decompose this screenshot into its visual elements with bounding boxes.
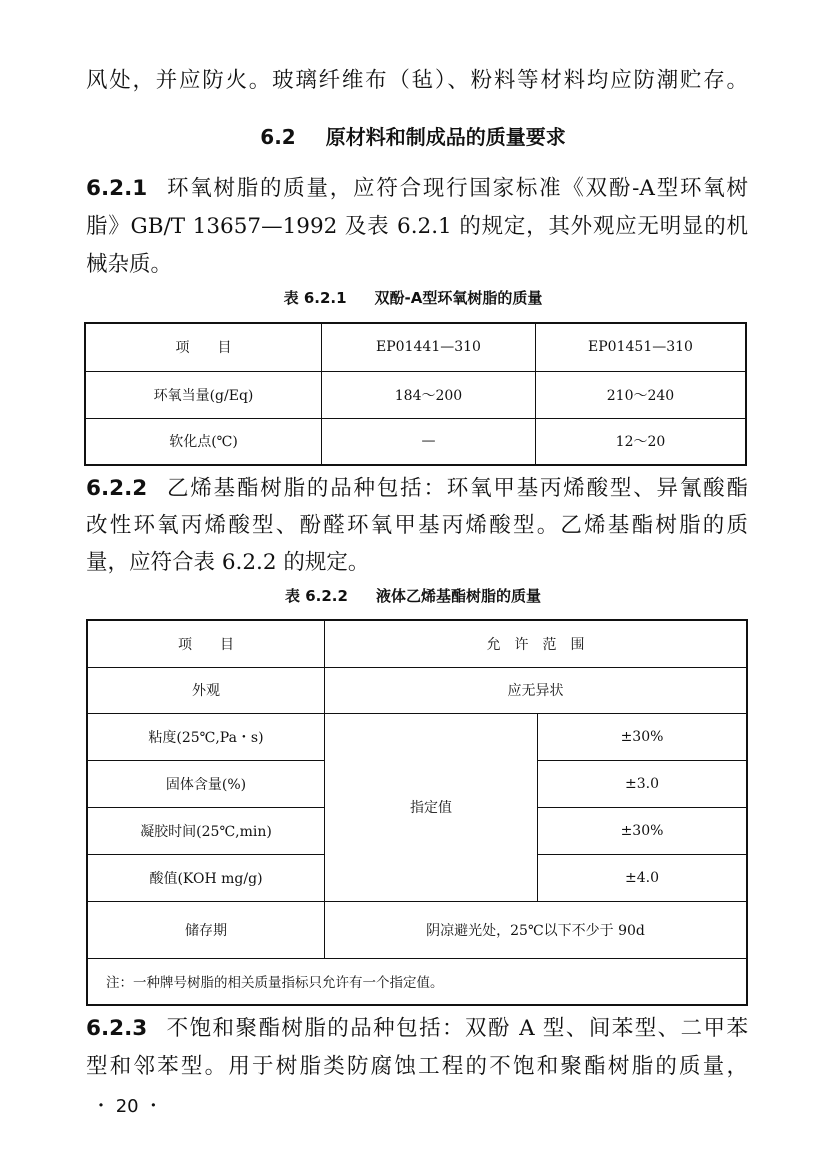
header-cell: EP01451—310	[536, 323, 747, 371]
caption-title: 双酚-A型环氧树脂的质量	[374, 289, 543, 307]
table-cell: 184～200	[322, 371, 536, 418]
clause-text: 乙烯基酯树脂的品种包括：环氧甲基丙烯酸型、异氰酸酯	[165, 476, 748, 501]
section-number: 6.2	[260, 125, 296, 149]
clause-6-2-2-line-2: 改性环氧丙烯酸型、酚醛环氧甲基丙烯酸型。乙烯基酯树脂的质	[86, 513, 748, 538]
table-note-row	[87, 958, 747, 1005]
table-cell: 凝胶时间(25℃,min)	[87, 807, 325, 854]
table-row	[85, 371, 746, 418]
table-cell: ±30%	[538, 713, 748, 760]
table-6-2-1-caption	[0, 287, 826, 308]
table-cell: 210～240	[536, 371, 747, 418]
clause-text: 不饱和聚酯树脂的品种包括：双酚 A 型、间苯型、二甲苯	[165, 1016, 748, 1041]
table-cell: 应无异状	[325, 667, 748, 713]
header-cell: 项 目	[85, 323, 322, 371]
clause-number: 6.2.2	[86, 476, 148, 501]
section-title: 原材料和制成品的质量要求	[325, 125, 566, 149]
table-header-row	[87, 620, 747, 667]
table-header-row	[85, 323, 746, 371]
table-cell: 软化点(℃)	[85, 418, 322, 465]
caption-title: 液体乙烯基酯树脂的质量	[375, 587, 541, 605]
caption-number: 表 6.2.1	[283, 289, 347, 307]
table-cell: —	[322, 418, 536, 465]
table-cell: 外观	[87, 667, 325, 713]
table-6-2-1	[84, 322, 747, 466]
table-row	[87, 667, 747, 713]
table-row	[87, 713, 747, 760]
table-cell: 储存期	[87, 901, 325, 958]
page-number: ・ 20 ・	[92, 1096, 163, 1117]
table-cell: ±30%	[538, 807, 748, 854]
clause-6-2-1-line-3: 械杂质。	[86, 252, 173, 277]
clause-6-2-2-line-3: 量，应符合表 6.2.2 的规定。	[86, 550, 370, 575]
header-cell: 允 许 范 围	[325, 620, 748, 667]
table-cell: 12～20	[536, 418, 747, 465]
clause-6-2-1-line-1	[86, 174, 748, 204]
section-heading	[0, 121, 826, 150]
header-cell: 项 目	[87, 620, 325, 667]
table-cell: 固体含量(%)	[87, 760, 325, 807]
paragraph-continuation: 风处，并应防火。玻璃纤维布（毡）、粉料等材料均应防潮贮存。	[86, 68, 748, 93]
table-cell: 环氧当量(g/Eq)	[85, 371, 322, 418]
clause-6-2-3-line-1	[86, 1014, 748, 1044]
table-cell: 酸值(KOH mg/g)	[87, 854, 325, 901]
clause-6-2-3-line-2: 型和邻苯型。用于树脂类防腐蚀工程的不饱和聚酯树脂的质量，	[86, 1054, 748, 1079]
clause-text: 环氧树脂的质量，应符合现行国家标准《双酚-A型环氧树	[165, 176, 748, 201]
table-row	[87, 901, 747, 958]
merged-cell: 指定值	[325, 713, 538, 901]
clause-6-2-1-line-2: 脂》GB/T 13657—1992 及表 6.2.1 的规定，其外观应无明显的机	[86, 214, 748, 239]
clause-number: 6.2.3	[86, 1016, 148, 1041]
table-note: 注：一种牌号树脂的相关质量指标只允许有一个指定值。	[87, 958, 747, 1005]
header-cell: EP01441—310	[322, 323, 536, 371]
table-cell: 粘度(25℃,Pa・s)	[87, 713, 325, 760]
clause-6-2-2-line-1	[86, 474, 748, 504]
table-cell: ±4.0	[538, 854, 748, 901]
table-cell: ±3.0	[538, 760, 748, 807]
table-cell: 阴凉避光处，25℃以下不少于 90d	[325, 901, 748, 958]
table-6-2-2-caption	[0, 585, 826, 606]
table-6-2-2	[86, 619, 748, 1006]
table-row	[85, 418, 746, 465]
clause-number: 6.2.1	[86, 176, 148, 201]
caption-number: 表 6.2.2	[285, 587, 348, 605]
